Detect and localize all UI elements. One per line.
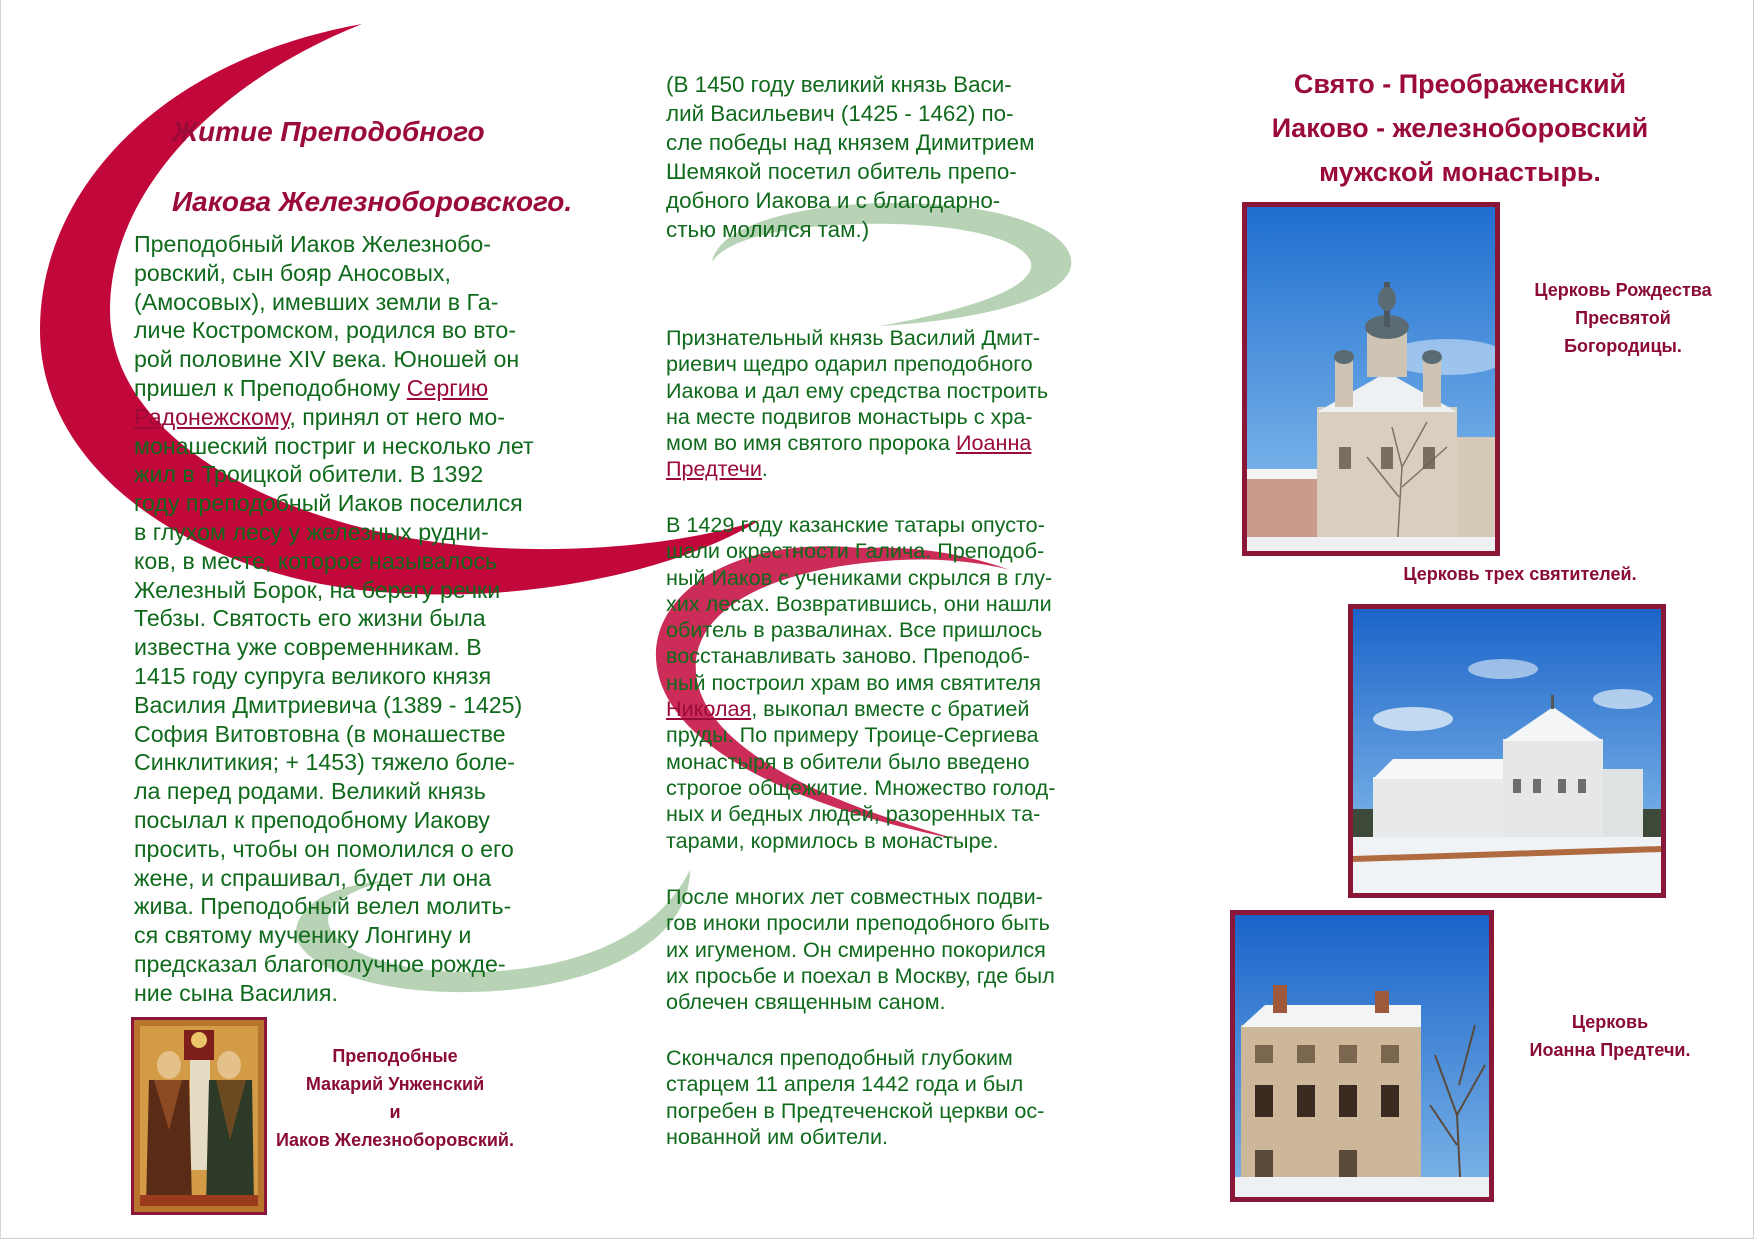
text-line: Шемякой посетил обитель препо- — [666, 159, 1017, 184]
text-line: их игуменом. Он смиренно покорился — [666, 936, 1046, 962]
link-predtechi[interactable]: Предтечи — [666, 456, 762, 482]
text-line: риевич щедро одарил преподобного — [666, 351, 1033, 377]
text-line: добного Иакова и с благодарно- — [666, 188, 1001, 213]
icon-caption — [270, 1042, 520, 1154]
caption-line: Церковь Рождества — [1534, 280, 1712, 300]
text-line — [666, 430, 1084, 456]
link-radonezhsky[interactable]: Радонежскому — [134, 403, 290, 430]
text-line: облечен священным саном. — [666, 989, 946, 1015]
life-line: Преподобный Иаков Железнобо- — [134, 231, 491, 257]
life-title-line2: Иакова Железноборовского. — [172, 186, 573, 217]
life-line: посылал к преподобному Иакову — [134, 806, 490, 833]
monastery-heading — [1190, 62, 1730, 194]
death-paragraph — [666, 1045, 1084, 1150]
saints-icon-image — [131, 1017, 267, 1215]
heading-line: мужской монастырь. — [1319, 157, 1601, 187]
link-sergius[interactable]: Сергию — [406, 374, 489, 401]
life-line-text: пришел к Преподобному — [134, 374, 407, 401]
caption-church-nativity — [1508, 276, 1738, 360]
text-line: шали окрестности Галича. Преподоб- — [666, 538, 1045, 564]
text-line: гов иноки просили преподобного быть — [666, 910, 1050, 936]
photo-church-john-baptist — [1230, 910, 1494, 1202]
text-line — [666, 456, 1084, 482]
life-line-text: , принял от него мо- — [289, 403, 505, 430]
tatars-paragraph — [666, 512, 1084, 854]
text-line-part: мом во имя святого пророка — [666, 430, 956, 456]
heading-line: Иаково - железноборовский — [1271, 113, 1649, 143]
caption-line: Пресвятой — [1575, 308, 1671, 328]
life-line — [134, 403, 554, 432]
life-line: (Амосовых), имевших земли в Га- — [134, 288, 499, 315]
text-line: лий Васильевич (1425 - 1462) по- — [666, 101, 1014, 126]
text-line: на месте подвигов монастырь с хра- — [666, 403, 1033, 429]
hegumen-paragraph — [666, 884, 1084, 1015]
life-line — [134, 374, 554, 403]
text-line: Скончался преподобный глубоким — [666, 1045, 1013, 1070]
text-line: стью молился там.) — [666, 217, 870, 242]
life-line: предсказал благополучное рожде- — [134, 950, 506, 977]
life-line: ровский, сын бояр Аносовых, — [134, 259, 451, 286]
caption-three-hierarchs: Церковь трех святителей. — [1403, 564, 1637, 584]
life-text — [134, 230, 554, 1008]
icon-caption-line: Макарий Унженский — [305, 1074, 485, 1094]
life-line: просить, чтобы он помолился о его — [134, 835, 514, 862]
caption-line: Иоанна Предтечи. — [1529, 1040, 1691, 1060]
link-ioann[interactable]: Иоанна — [956, 430, 1032, 456]
text-line: В 1429 году казанские татары опусто- — [666, 512, 1045, 537]
text-line: ный построил храм во имя святителя — [666, 669, 1041, 695]
life-line: ся святому мученику Лонгину и — [134, 922, 472, 949]
text-line: пруды. По примеру Троице-Сергиева — [666, 722, 1039, 748]
text-line: строгое общежитие. Множество голод- — [666, 774, 1056, 800]
text-line: нованной им обители. — [666, 1123, 889, 1149]
icon-caption-line: Преподобные — [332, 1046, 458, 1066]
text-line: старцем 11 апреля 1442 года и был — [666, 1071, 1024, 1097]
icon-caption-line: и — [389, 1102, 401, 1122]
visit-paragraph — [666, 70, 1084, 244]
caption-church-john-baptist — [1510, 1008, 1710, 1064]
caption-line: Богородицы. — [1564, 336, 1682, 356]
text-line: Иакова и дал ему средства построить — [666, 377, 1049, 403]
life-line: София Витовтовна (в монашестве — [134, 720, 506, 747]
life-line: Тебзы. Святость его жизни была — [134, 605, 486, 632]
text-line: восстанавливать заново. Преподоб- — [666, 643, 1030, 669]
life-line: ние сына Василия. — [134, 979, 338, 1006]
photo-church-three-hierarchs — [1348, 604, 1666, 898]
text-line: погребен в Предтеченской церкви ос- — [666, 1097, 1045, 1123]
photo-church-nativity — [1242, 202, 1500, 556]
life-line: монашеский постриг и несколько лет — [134, 432, 534, 459]
life-title-line1: Житие Преподобного — [172, 116, 485, 147]
text-line: тарами, кормилось в монастыре. — [666, 827, 999, 853]
text-line: обитель в развалинах. Все пришлось — [666, 617, 1043, 643]
life-line: ла перед родами. Великий князь — [134, 778, 486, 805]
text-line: ный Иаков с учениками скрылся в глу- — [666, 564, 1053, 590]
text-line: После многих лет совместных подви- — [666, 884, 1043, 909]
life-line: в глухом лесу у железных рудни- — [134, 518, 489, 545]
text-line: Признательный князь Василий Дмит- — [666, 325, 1041, 350]
text-line: (В 1450 году великий князь Васи- — [666, 72, 1012, 97]
text-line-part: , выкопал вместе с братией — [751, 696, 1030, 722]
text-line: хих лесах. Возвратившись, они нашли — [666, 590, 1052, 616]
life-line: Железный Борок, на берегу речки — [134, 576, 501, 603]
caption-line: Церковь — [1571, 1012, 1649, 1032]
text-line-part: . — [761, 456, 768, 482]
text-line — [666, 696, 1084, 722]
heading-line: Свято - Преображенский — [1293, 69, 1627, 99]
gift-paragraph — [666, 325, 1084, 483]
life-line: рой половине XIV века. Юношей он — [134, 346, 520, 373]
link-nikolaya[interactable]: Николая — [666, 696, 752, 722]
life-line: 1415 году супруга великого князя — [134, 662, 492, 689]
life-line: личе Костромском, родился во вто- — [134, 317, 517, 344]
text-line: их просьбе и поехал в Москву, где был — [666, 962, 1055, 988]
life-line: Синклитикия; + 1453) тяжело боле- — [134, 749, 515, 776]
text-line: сле победы над князем Димитрием — [666, 130, 1035, 155]
life-line: Василия Дмитриевича (1389 - 1425) — [134, 691, 523, 718]
text-line: монастыря в обители было введено — [666, 748, 1030, 774]
text-line: ных и бедных людей, разоренных та- — [666, 801, 1041, 827]
life-line: году преподобный Иаков поселился — [134, 490, 523, 517]
life-line: известна уже современникам. В — [134, 634, 482, 661]
life-line: ков, в месте, которое называлось — [134, 547, 498, 574]
icon-caption-line: Иаков Железноборовский. — [276, 1130, 514, 1150]
life-line: жива. Преподобный велел молить- — [134, 893, 512, 920]
life-line: жене, и спрашивал, будет ли она — [134, 864, 492, 891]
life-line: жил в Троицкой обители. В 1392 — [134, 461, 484, 488]
